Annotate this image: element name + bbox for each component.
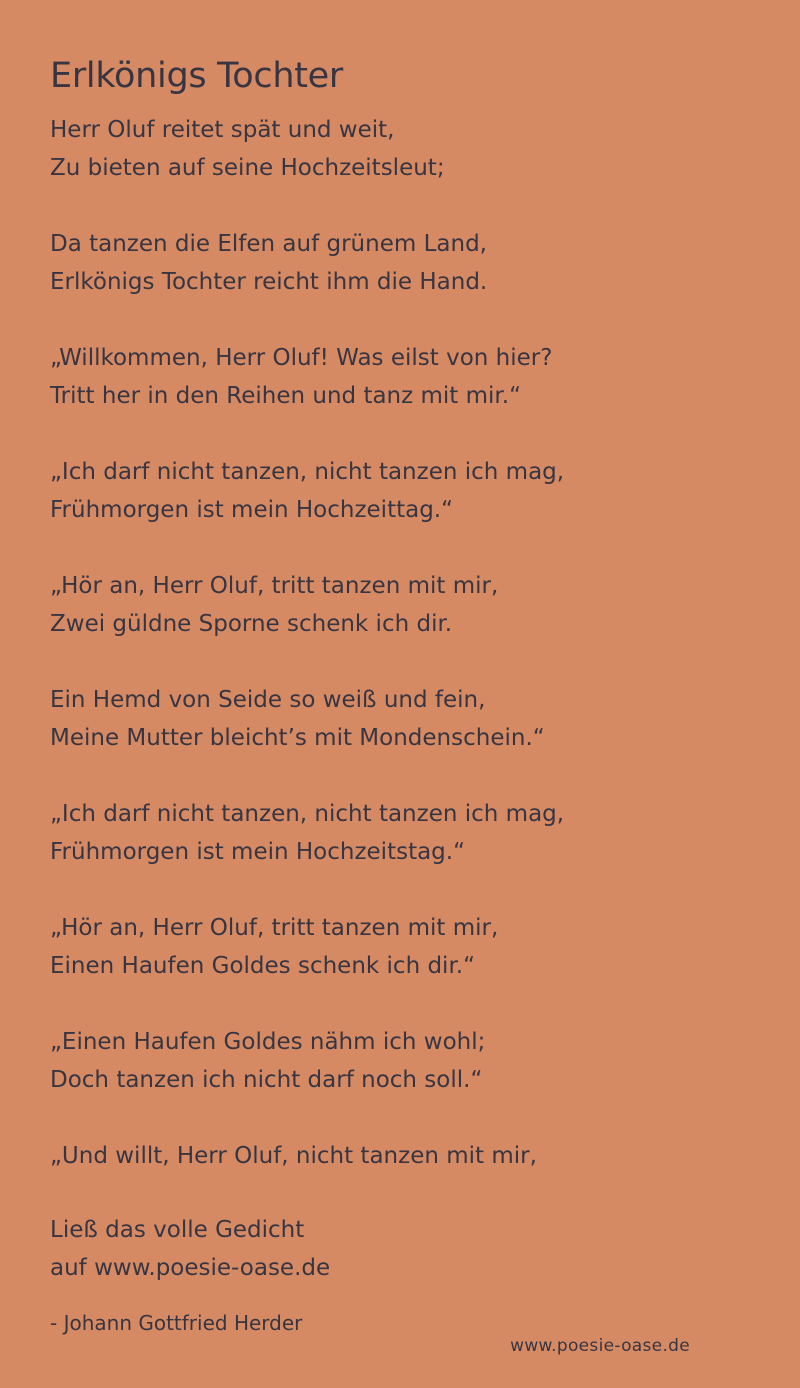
stanza-6 — [50, 681, 750, 795]
stanza-5 — [50, 567, 750, 681]
read-more-link-text: auf www.poesie-oase.de — [50, 1255, 331, 1281]
poem-line: Tritt her in den Reihen und tanz mit mir.“ — [50, 383, 522, 409]
stanza-9 — [50, 1023, 750, 1137]
stanza-3 — [50, 339, 750, 453]
stanza-4 — [50, 453, 750, 567]
poem-line: Meine Mutter bleicht’s mit Mondenschein.“ — [50, 725, 545, 751]
poem-line: „Hör an, Herr Oluf, tritt tanzen mit mir, — [50, 915, 499, 941]
poem-line: Doch tanzen ich nicht darf noch soll.“ — [50, 1067, 483, 1093]
stanza-2 — [50, 225, 750, 339]
poem-line: „Ich darf nicht tanzen, nicht tanzen ich mag, — [50, 801, 565, 827]
poem-line: „Einen Haufen Goldes nähm ich wohl; — [50, 1029, 486, 1055]
poem-line: Frühmorgen ist mein Hochzeitstag.“ — [50, 839, 466, 865]
poem-line: „Ich darf nicht tanzen, nicht tanzen ich mag, — [50, 459, 565, 485]
poem-author: - Johann Gottfried Herder — [50, 1311, 303, 1335]
poem-body — [50, 111, 750, 1213]
stanza-8 — [50, 909, 750, 1023]
read-more-note — [50, 1211, 330, 1287]
poem-title: Erlkönigs Tochter — [50, 56, 343, 96]
poem-line: Herr Oluf reitet spät und weit, — [50, 117, 395, 143]
poem-line: Frühmorgen ist mein Hochzeittag.“ — [50, 497, 454, 523]
stanza-1 — [50, 111, 750, 225]
stanza-10 — [50, 1137, 750, 1213]
poem-line: „Hör an, Herr Oluf, tritt tanzen mit mir, — [50, 573, 499, 599]
poem-line: Zu bieten auf seine Hochzeitsleut; — [50, 155, 445, 181]
poem-line: „Und willt, Herr Oluf, nicht tanzen mit mir, — [50, 1143, 537, 1169]
poem-line: Ein Hemd von Seide so weiß und fein, — [50, 687, 486, 713]
site-watermark: www.poesie-oase.de — [510, 1336, 690, 1356]
poem-line: Erlkönigs Tochter reicht ihm die Hand. — [50, 269, 488, 295]
poem-line: Da tanzen die Elfen auf grünem Land, — [50, 231, 487, 257]
read-more-line: Ließ das volle Gedicht — [50, 1217, 305, 1243]
poem-line: Einen Haufen Goldes schenk ich dir.“ — [50, 953, 476, 979]
poem-line: Zwei güldne Sporne schenk ich dir. — [50, 611, 453, 637]
stanza-7 — [50, 795, 750, 909]
poem-line: „Willkommen, Herr Oluf! Was eilst von hier? — [50, 345, 553, 371]
